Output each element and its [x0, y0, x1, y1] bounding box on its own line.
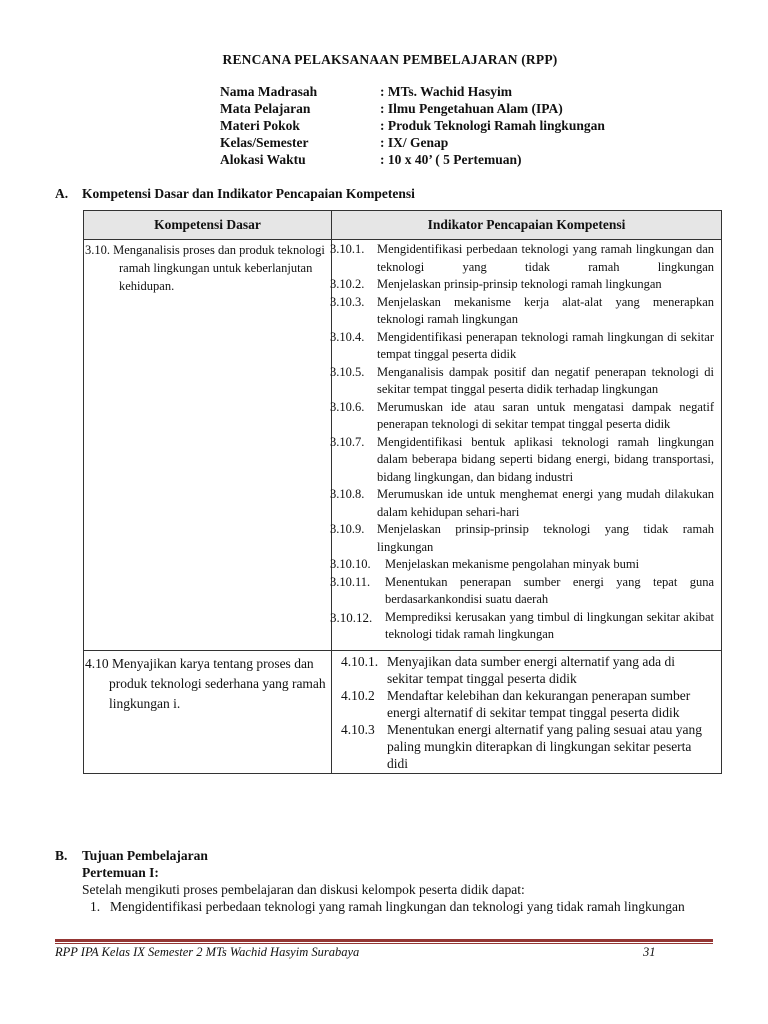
objective-number: 1. — [90, 899, 101, 914]
identity-key: Alokasi Waktu — [220, 152, 306, 167]
indicator-number: 3.10.8. — [330, 487, 365, 501]
indicator-text: Memprediksi kerusakan yang timbul di lingkungan sekitar akibat teknologi tidak ramah lingkungan — [385, 609, 714, 641]
identity-key: Kelas/Semester — [220, 135, 309, 150]
indicator-text: Merumuskan ide untuk menghemat energi yang mudah dilakukan dalam kehidupan sehari-hari — [377, 487, 714, 519]
indicator-item — [332, 556, 714, 574]
indicator-text: Menjelaskan prinsip-prinsip teknologi yang tidak ramah lingkungan — [377, 522, 714, 554]
col-header-indikator: Indikator Pencapaian Kompetensi — [332, 211, 722, 240]
indicator-text: Mengidentifikasi perbedaan teknologi yang ramah lingkungan dan teknologi yang tidak ramah lingkungan — [377, 242, 714, 274]
indicator-item — [332, 364, 714, 399]
objective-text: Mengidentifikasi perbedaan teknologi yang ramah lingkungan dan teknologi yang tidak ramah lingkungan — [110, 899, 685, 914]
indicator-text: Menentukan energi alternatif yang paling sesuai atau yang paling mungkin diterapkan di lingkungan sekitar peserta didi — [387, 721, 703, 771]
indicator-number: 3.10.9. — [330, 522, 365, 536]
indicator-item — [332, 721, 714, 772]
indicator-item — [332, 241, 714, 276]
indicator-number: 3.10.5. — [330, 364, 365, 379]
indicator-text: Menyajikan data sumber energi alternatif yang ada di sekitar tempat tinggal peserta didik — [387, 653, 676, 686]
identity-value: : 10 x 40’ ( 5 Pertemuan) — [380, 152, 522, 167]
section-title: Tujuan Pembelajaran — [82, 848, 208, 863]
kd-cell — [84, 240, 332, 651]
indicator-item — [332, 434, 714, 487]
meeting-subheading: Pertemuan I: — [82, 865, 159, 880]
indicator-number: 3.10.2. — [330, 277, 365, 291]
indicator-item — [332, 399, 714, 434]
indicator-text: Mengidentifikasi penerapan teknologi ramah lingkungan di sekitar tempat tinggal peserta didik — [377, 329, 714, 361]
identity-value: : IX/ Genap — [380, 135, 449, 150]
indicator-number: 3.10.1. — [330, 242, 365, 256]
indicator-number: 3.10.7. — [330, 434, 365, 449]
indicator-item — [332, 486, 714, 521]
identity-row — [220, 118, 605, 135]
identity-value: : Ilmu Pengetahuan Alam (IPA) — [380, 101, 563, 116]
indicator-item — [332, 294, 714, 329]
section-b — [55, 847, 730, 915]
indicator-number: 3.10.4. — [330, 329, 365, 344]
page-footer — [55, 945, 713, 960]
indicator-number: 4.10.2 — [341, 687, 375, 703]
indicator-number: 3.10.10. — [330, 557, 371, 571]
identity-value: : MTs. Wachid Hasyim — [380, 84, 513, 99]
indicator-text: Menjelaskan prinsip-prinsip teknologi ramah lingkungan — [377, 277, 662, 291]
document-title: RENCANA PELAKSANAAN PEMBELAJARAN (RPP) — [222, 52, 558, 67]
indicator-text: Menjelaskan mekanisme kerja alat-alat yang menerapkan teknologi ramah lingkungan — [377, 294, 714, 326]
section-a-heading — [55, 186, 415, 202]
kd-text: 3.10. Menganalisis proses dan produk teknologi ramah lingkungan untuk keberlanjutan kehidupan. — [85, 243, 325, 293]
indicator-item — [332, 276, 714, 294]
objective-intro: Setelah mengikuti proses pembelajaran dan diskusi kelompok peserta didik dapat: — [82, 882, 525, 897]
indicator-number: 4.10.1. — [341, 653, 379, 669]
indicator-text: Menentukan penerapan sumber energi yang tepat guna berdasarkankondisi suatu daerah — [385, 574, 714, 606]
indicator-number: 3.10.6. — [330, 399, 365, 414]
objective-item — [55, 898, 730, 915]
indicator-text: Menganalisis dampak positif dan negatif penerapan teknologi di sekitar tempat tinggal peserta didik terhadap lingkungan — [377, 364, 714, 396]
indicator-cell — [332, 650, 722, 773]
indicator-number: 3.10.3. — [330, 294, 365, 309]
indicator-item — [332, 521, 714, 556]
identity-key: Materi Pokok — [220, 118, 300, 133]
identity-row — [220, 101, 605, 118]
indicator-cell — [332, 240, 722, 651]
identity-row — [220, 152, 605, 169]
indicator-text: Menjelaskan mekanisme pengolahan minyak bumi — [385, 557, 640, 571]
indicator-item — [332, 574, 714, 609]
indicator-item — [332, 329, 714, 364]
footer-text: RPP IPA Kelas IX Semester 2 MTs Wachid Hasyim Surabaya — [55, 945, 360, 959]
table-row — [84, 240, 722, 651]
kd-cell — [84, 650, 332, 773]
identity-key: Mata Pelajaran — [220, 101, 311, 116]
indicator-text: Merumuskan ide atau saran untuk mengatasi dampak negatif penerapan teknologi di sekitar tempat tinggal peserta didik — [377, 399, 714, 431]
section-b-heading — [55, 847, 730, 864]
competency-table — [83, 210, 722, 774]
footer-rule-thick — [55, 939, 713, 942]
indicator-text: Mengidentifikasi bentuk aplikasi teknologi ramah lingkungan dalam beberapa bidang seperti bidang energi, bidang transportasi, bidang lingkungan, dan bidang industri — [377, 434, 714, 484]
section-marker: B. — [55, 848, 68, 863]
footer-rule-thin — [55, 943, 713, 944]
identity-key: Nama Madrasah — [220, 84, 318, 99]
indicator-number: 3.10.12. — [330, 609, 373, 625]
kd-text: 4.10 Menyajikan karya tentang proses dan produk teknologi sederhana yang ramah lingkungan i. — [85, 655, 326, 711]
section-title: Kompetensi Dasar dan Indikator Pencapaian Kompetensi — [82, 186, 415, 201]
section-marker: A. — [55, 186, 69, 201]
col-header-kd: Kompetensi Dasar — [84, 211, 332, 240]
indicator-item — [332, 609, 714, 644]
identity-value: : Produk Teknologi Ramah lingkungan — [380, 118, 605, 133]
page-number: 31 — [643, 945, 656, 959]
indicator-number: 3.10.11. — [330, 574, 371, 589]
indicator-number: 4.10.3 — [341, 721, 375, 737]
indicator-item — [332, 687, 714, 721]
table-row — [84, 650, 722, 773]
identity-row — [220, 84, 605, 101]
indicator-item — [332, 653, 714, 687]
indicator-text: Mendaftar kelebihan dan kekurangan penerapan sumber energi alternatif di sekitar tempat tinggal peserta didik — [387, 687, 691, 720]
identity-block — [220, 84, 605, 169]
identity-row — [220, 135, 605, 152]
